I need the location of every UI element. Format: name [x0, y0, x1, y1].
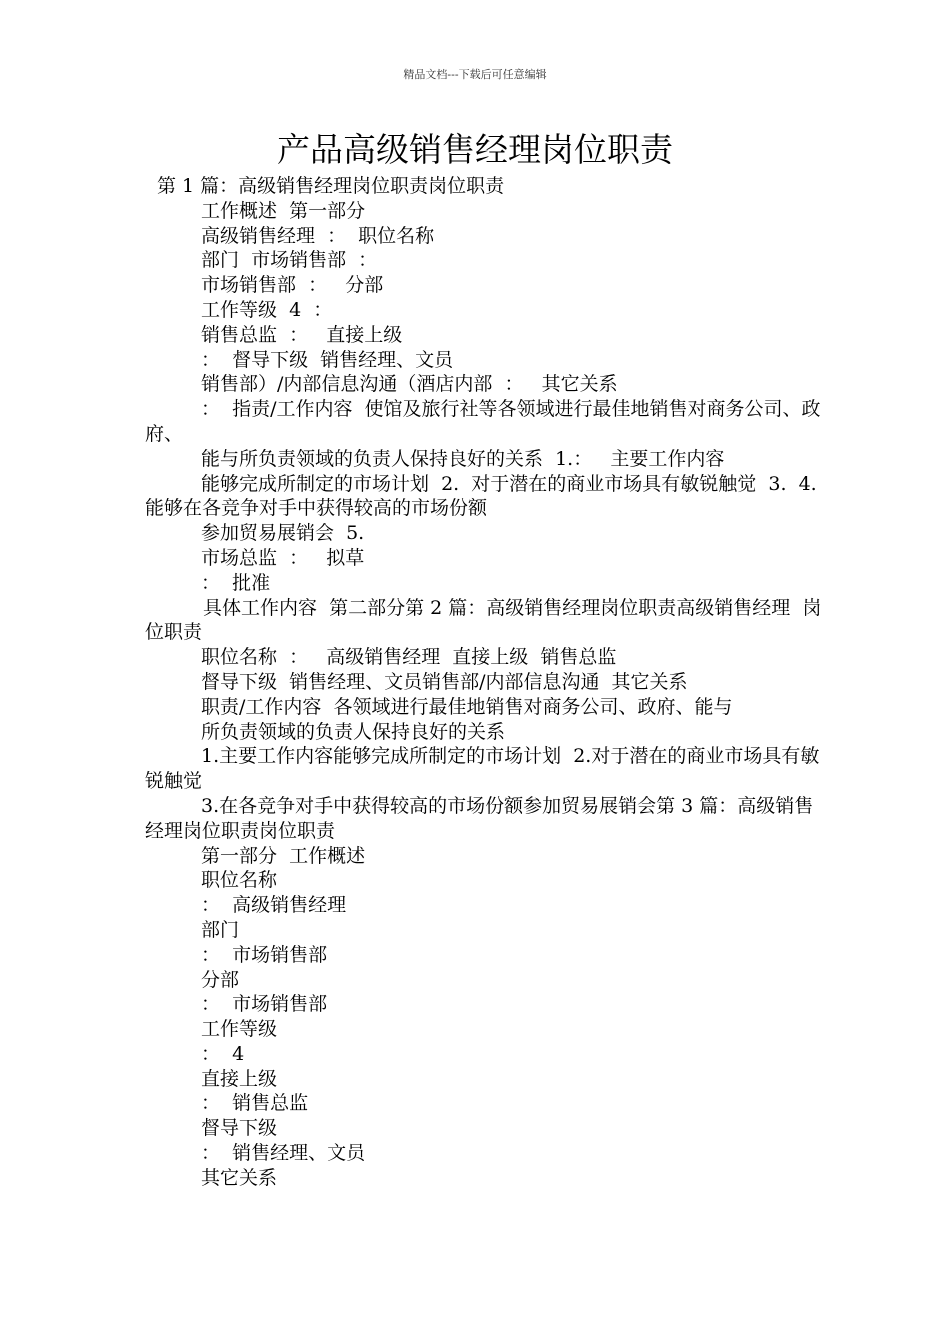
body-paragraph: 销售部）/内部信息沟通（酒店内部 ： 其它关系: [201, 373, 618, 396]
body-paragraph: 工作概述 第一部分: [201, 199, 366, 222]
body-paragraph: 能与所负责领域的负责人保持良好的关系 1.： 主要工作内容: [201, 447, 725, 470]
header-note: 精品文档---下载后可任意编辑: [403, 68, 547, 81]
body-paragraph: 参加贸易展销会 5.: [201, 522, 365, 545]
body-paragraph: ： 销售经理、文员: [201, 1142, 366, 1165]
body-paragraph: 分部: [201, 968, 240, 991]
body-paragraph: 督导下级 销售经理、文员销售部/内部信息沟通 其它关系: [201, 670, 688, 693]
body-paragraph: 部门 市场销售部 ：: [201, 249, 378, 272]
body-paragraph: ： 销售总监: [201, 1092, 309, 1115]
body-paragraph: ： 4: [201, 1042, 245, 1065]
body-paragraph: 部门: [201, 918, 240, 941]
body-paragraph: 具体工作内容 第二部分第 2 篇：高级销售经理岗位职责高级销售经理 岗位职责: [145, 596, 822, 644]
body-paragraph: 职责/工作内容 各领域进行最佳地销售对商务公司、政府、能与: [201, 695, 733, 718]
body-paragraph: ： 督导下级 销售经理、文员: [201, 348, 454, 371]
body-paragraph: 3.在各竞争对手中获得较高的市场份额参加贸易展销会第 3 篇：高级销售经理岗位职责岗位职责: [145, 794, 814, 842]
body-paragraph: 销售总监 ： 直接上级: [201, 323, 403, 346]
body-paragraph: 市场销售部 ： 分部: [201, 274, 384, 297]
body-paragraph: 其它关系: [201, 1166, 278, 1189]
body-paragraph: 工作等级: [201, 1018, 278, 1041]
body-paragraph: 职位名称 ： 高级销售经理 直接上级 销售总监: [201, 646, 617, 669]
body-paragraph: ： 市场销售部: [201, 943, 328, 966]
body-paragraph: 所负责领域的负责人保持良好的关系: [201, 720, 506, 743]
body-paragraph: 第 1 篇：高级销售经理岗位职责岗位职责: [157, 175, 505, 197]
body-paragraph: 市场总监 ： 拟草: [201, 546, 365, 569]
body-paragraph: 1.主要工作内容能够完成所制定的市场计划 2.对于潜在的商业市场具有敏锐触觉: [145, 745, 820, 793]
body-paragraph: 督导下级: [201, 1117, 278, 1140]
body-paragraph: 第一部分 工作概述: [201, 844, 366, 867]
body-paragraph: 高级销售经理 ： 职位名称: [201, 224, 435, 247]
body-paragraph: ： 市场销售部: [201, 993, 328, 1016]
body-paragraph: ： 高级销售经理: [201, 894, 347, 917]
body-paragraph: 职位名称: [201, 869, 278, 892]
body-paragraph: 工作等级 4 ：: [201, 298, 333, 321]
body-paragraph: ： 指责/工作内容 使馆及旅行社等各领域进行最佳地销售对商务公司、政府、: [145, 398, 821, 445]
document-body: [145, 174, 825, 1191]
body-paragraph: 直接上级: [201, 1067, 278, 1090]
body-paragraph: ： 批准: [201, 571, 271, 594]
body-paragraph: 能够完成所制定的市场计划 2. 对于潜在的商业市场具有敏锐触觉 3. 4.能够在各竞争对手中获得较高的市场份额: [145, 472, 817, 520]
document-title: 产品高级销售经理岗位职责: [277, 130, 673, 169]
